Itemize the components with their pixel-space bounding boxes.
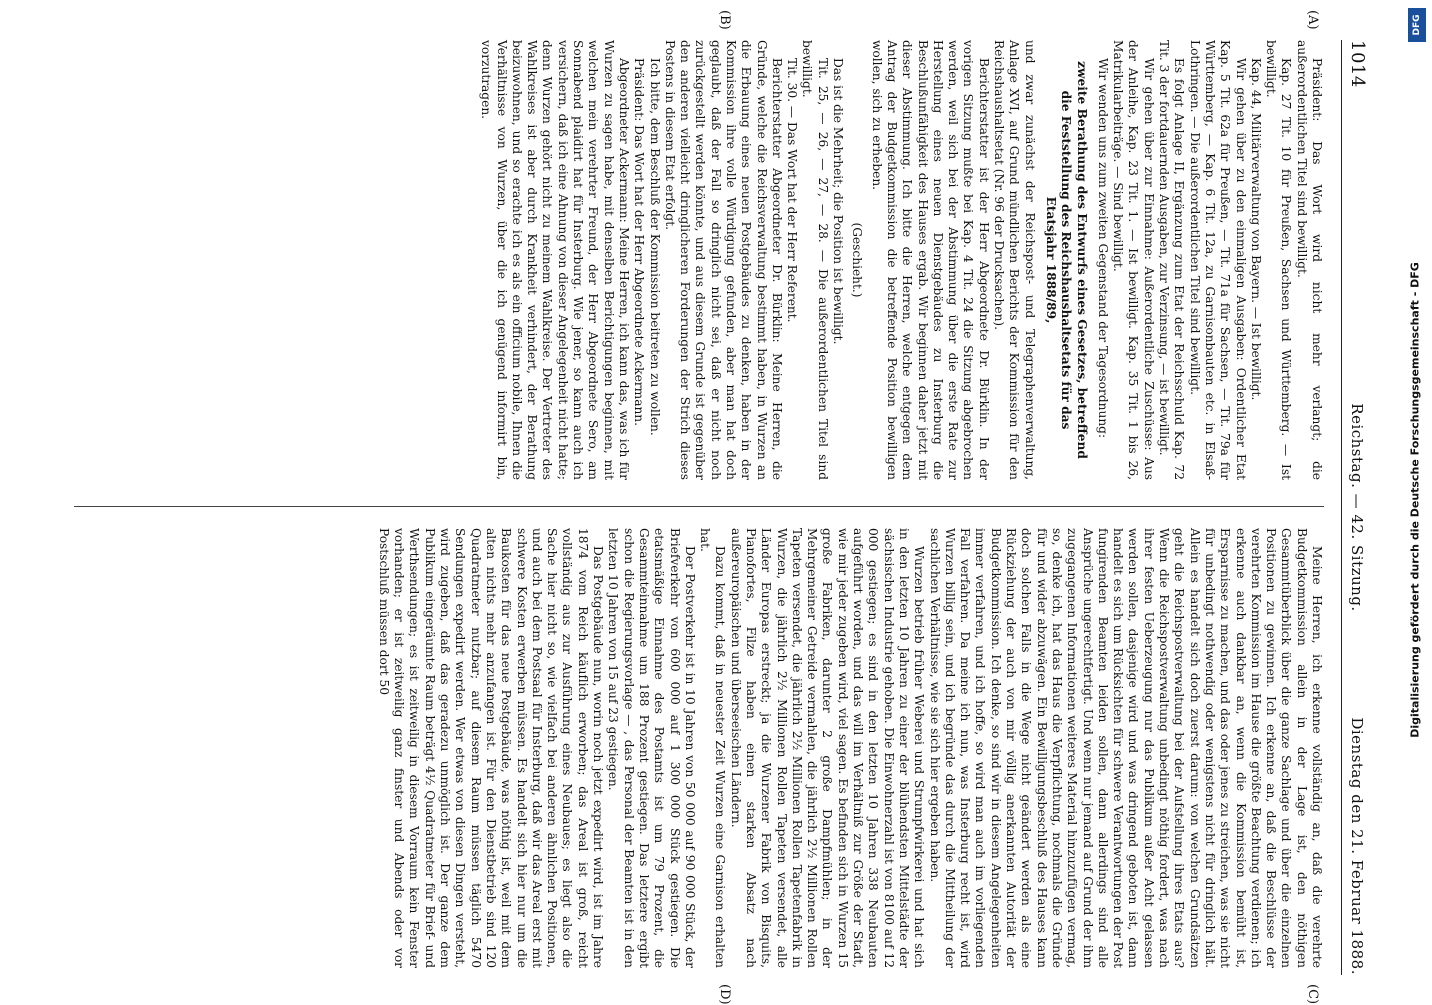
paragraph: Meine Herren, ich erkenne vollständig an, daß die verehrte Budgetkommission allein in der Lage ist, den nöthigen Gesammtüberblick über die ganze Sachlage und über die einzelnen Positionen zu gewinnen. Ich erkenne an, daß die Beschlüsse der verehrten Kommission im Hause die größte Beachtung verdienen; ich erkenne auch dankbar an, wenn die Kommission bemüht ist, Ersparnisse zu machen, und das oder jenes zu streichen, was sie nicht für unbedingt nothwendig oder wenigstens nicht für dringlich hält. Allein es handelt sich doch zuerst darum: von welchen Grundsätzen geht die Reichspostverwaltung bei der Aufstellung ihres Etats aus? Wenn die Reichspostverwaltung unbedingt nöthig fordert, was nach ihrer festen Ueberzeugung nur das Publikum außer Acht gelassen werden sollen, dasjenige wird und was dringend geboten ist, dann handelt es sich um Rücksichten für schwere Verantwortungen der Post fungirenden Beamten leiden sollen, dann allerdings sind alle Ansprüche ungerechtfertigt. Und wenn nur jemand auf Grund der ihm zugegangenen Informationen weiteres Material hinzuzufügen vermag, so, denke ich, hat das Haus die Verpflichtung, nochmals die Gründe für und wider abzuwägen. Ein Bewilligungsbeschluß des Hauses kann doch solchen Falls in die Wege nicht geändert werden als eine Rückziehung der auch von mir völlig anerkannten Autorität der Budgetkommission. Ich denke, so sind wir in diesem Angelegenheiten immer verfahren, und ich hoffe, so wird man auch im vorliegenden Fall verfahren. Da meine ich nun, was Insterburg recht ist, wird Wurzen billig sein, und ich begründe das durch die Mittheilung der sachlichen Verhältnisse, wie sie sich hier ergeben haben.: [927, 528, 1324, 968]
right-column: [376, 528, 1324, 968]
session-title: Reichstag. — 42. Sitzung.: [1348, 403, 1366, 612]
paragraph: Wir wenden uns zum zweiten Gegenstand der Tagesordnung:: [1095, 58, 1110, 439]
dfg-logo-text: DFG: [1412, 14, 1422, 36]
session-date: Dienstag den 21. Februar 1888.: [1348, 717, 1366, 975]
paragraph: Das ist die Mehrheit; die Position ist bewilligt.: [831, 58, 846, 345]
margin-letter-c: (C): [1305, 984, 1320, 1005]
margin-letter-a: (A): [1305, 10, 1320, 30]
left-column: [478, 40, 1324, 480]
digitization-watermark: [1400, 40, 1430, 960]
paragraph: Kap. 27 Tit. 10 für Preußen, Sachsen und Württemberg. — Ist bewilligt.: [1264, 40, 1294, 480]
column-divider: [74, 506, 1324, 507]
margin-letter-b: (B): [717, 10, 732, 30]
paragraph: Tit. 25, — 26, — 27, — 28. — Die außerordentlichen Titel sind bewilligt.: [800, 40, 830, 480]
paragraph: Es folgt Anlage II, Ergänzung zum Etat der Reichsschuld Kap. 72 Tit. 3 der fortdauernden Ausgaben, zur Verzinsung, — ist bewilligt.: [1157, 40, 1187, 480]
paragraph: Wir gehen über zu den einmaligen Ausgaben: Ordentlicher Etat Kap. 5 Tit. 62a für Preußen, — Tit. 71a für Sachsen, — Tit. 79a für Württemberg, — Kap. 6 Tit. 12a, zu Garnisonbauten etc. in Elsaß-Lothringen. — Die außerordentlichen Titel sind bewilligt.: [1187, 40, 1248, 480]
paragraph: Tit. 30. — Das Wort hat der Herr Referent.: [785, 58, 800, 323]
paragraph: Wurzen betrieb früher Weberei und Strumpfwirkerei und hat sich in den letzten 10 Jahren zu einer der blühendsten Mittelstädte der sächsischen Industrie gehoben. Die Einwohnerzahl ist von 8100 auf 12 000 gestiegen; es sind in den letzten 10 Jahren 338 Neubauten aufgeführt worden, und das will im Verhältniß zur Größe der Stadt, wie mir jeder zugeben wird, viel sagen. Es befinden sich in Wurzen 15 große Fabriken, darunter 2 große Dampfmühlen; in der Mehrgemeiner Getreide vermahlen, die jährlich 2½ Millionen Rollen Tapeten versendet, die jährlich 2½ Millionen Rollen Tapetenfabrik in Wurzen, die jährlich 2½ Millionen Rollen Tapeten versendet, alle Länder Europas erstreckt; ja die Wurzener Fabrik von Bisquits, Pianofortes, Filze haben einen starken Absatz nach außereuropäischen und überseeischen Ländern.: [728, 528, 927, 968]
paragraph: Ich bitte, dem Beschluß der Kommission beitreten zu wollen.: [647, 58, 662, 436]
paragraph: Präsident: Das Wort hat der Herr Abgeordnete Ackermann.: [632, 58, 647, 427]
paragraph: Präsident: Das Wort wird nicht mehr verlangt; die außerordentlichen Titel sind bewilligt.: [1294, 40, 1324, 480]
paragraph: Der Postverkehr ist in 10 Jahren von 50 000 auf 90 000 Stück, der Briefverkehr von 600 000 auf 1 300 000 Stück gestiegen. Die etatsmäßige Einnahme des Postamts ist um 79 Prozent, die Gesammteinnahme um 188 Prozent gestiegen. Das letztere ergibt schon die Regierungsvorlage — , das Personal der Beamten ist in den letzten 10 Jahren von 15 auf 23 gestiegen.: [606, 528, 697, 968]
paragraph: Berichterstatter Abgeordneter Dr. Bürklin: Meine Herren, die Gründe, welche die Reichsverwaltung bestimmt haben, in Wurzen an die Erbauung eines neuen Postgebäudes zu denken, haben in der Kommission ihre volle Würdigung gefunden, aber man hat doch geglaubt, daß der Fall so dringlich nicht sei, daß er nicht noch zurückgestellt werden könnte, und aus diesem Grunde ist gegenüber den anderen vielleicht dringlicheren Forderungen der Strich dieses Postens in diesem Etat erfolgt.: [662, 40, 784, 480]
paragraph: Abgeordneter Ackermann: Meine Herren, ich kann das, was ich für Wurzen zu sagen habe, mit denselben Berichtigungen beginnen, mit welchen mein verehrter Freund, der Herr Abgeordnete Sero, am Sonnabend plaidirt hat für Insterburg. Wie jener, so kann auch ich versichern, daß ich eine Ahnung von dieser Angelegenheit nicht hatte; denn Wurzen gehört nicht zu meinem Wahlkreise. Der Vertreter des Wahlkreises ist aber durch Krankheit verhindert, der Berathung beizuwohnen, und so erachte ich es als ein officium nobile, Ihnen die Verhältnisse von Wurzen, über die ich genügend informirt bin, vorzutragen.: [479, 40, 631, 480]
paragraph: und zwar zunächst der Reichspost- und Telegraphenverwaltung, Anlage XVI, auf Grund mündlichen Berichts der Kommission für den Reichshaushaltsetat (Nr. 96 der Drucksachen).: [992, 40, 1037, 480]
dfg-logo: [1408, 8, 1426, 42]
stage-direction: (Geschieht.): [850, 222, 865, 298]
page-content: [62, 10, 1372, 1005]
running-head: [1341, 40, 1372, 975]
paragraph: Kap. 44, Militärverwaltung von Bayern. — Ist bewilligt.: [1248, 58, 1263, 401]
agenda-heading: zweite Berathung des Entwurfs eines Gesetzes, betreffend die Feststellung des Reichshaushaltsetats für das Etatsjahr 1888/89,: [1043, 61, 1089, 459]
paragraph: Wir gehen über zur Einnahme: Außerordentliche Zuschüsse: Aus der Anleihe, Kap. 23 Tit. 1. — Ist bewilligt. Kap. 35 Tit. 1 bis 26, Matrikularbeiträge. — Sind bewilligt.: [1111, 40, 1156, 480]
paragraph: Das Postgebäude nun, worin noch jetzt expedirt wird, ist im Jahre 1874 vom Reich käuflich erworben; das Areal ist groß, reicht vollständig aus zur Ausführung eines Neubaues; es liegt also die Sache hier nicht so, wie vielfach bei anderen ähnlichen Positionen, und auch bei dem Postsaal für Insterburg, daß wir das Areal erst mit schwere Kosten erwerben müssen. Es handelt sich hier nur um die Baukosten für das neue Postgebäude, was nöthig ist, weil mit dem alten nichts mehr anzufangen ist. Für den Dienstbetrieb sind 120 Quadratmeter nutzbar; auf diesem Raum müssen täglich 5470 Sendungen expedirt werden. Wer etwas von diesen Dingen versteht, wird zugeben, daß das geradezu unmöglich ist. Der ganze dem Publikum eingeräumte Raum beträgt 4½ Quadratmeter für Brief- und Werthsendungen; es ist zeitweilig in diesem Vorraum kein Fenster vorhanden; er ist zeitweilig ganz finster und Abends oder vor Postschluß müssen dort 50: [376, 528, 606, 968]
paragraph: Berichterstatter ist der Herr Abgeordnete Dr. Bürklin. In der vorigen Sitzung mußte bei Kap. 4 Tit. 24 die Sitzung abgebrochen werden, weil sich bei der Abstimmung über die erste Rate zur Herstellung eines neuen Dienstgebäudes zu Insterburg die Beschlußunfähigkeit des Hauses ergab. Wir beginnen daher jetzt mit dieser Abstimmung. Ich bitte die Herren, welche entgegen dem Antrag der Budgetkommission die betreffende Position bewilligen wollen, sich zu erheben.: [869, 40, 991, 480]
page-number: 1014: [1347, 40, 1368, 88]
paragraph: Dazu kommt, daß in neuester Zeit Wurzen eine Garnison erhalten hat.: [698, 528, 728, 968]
watermark-text: Digitalisierung gefördert durch die Deutsche Forschungsgemeinschaft - DFG: [1408, 262, 1422, 738]
margin-letter-d: (D): [717, 984, 732, 1005]
